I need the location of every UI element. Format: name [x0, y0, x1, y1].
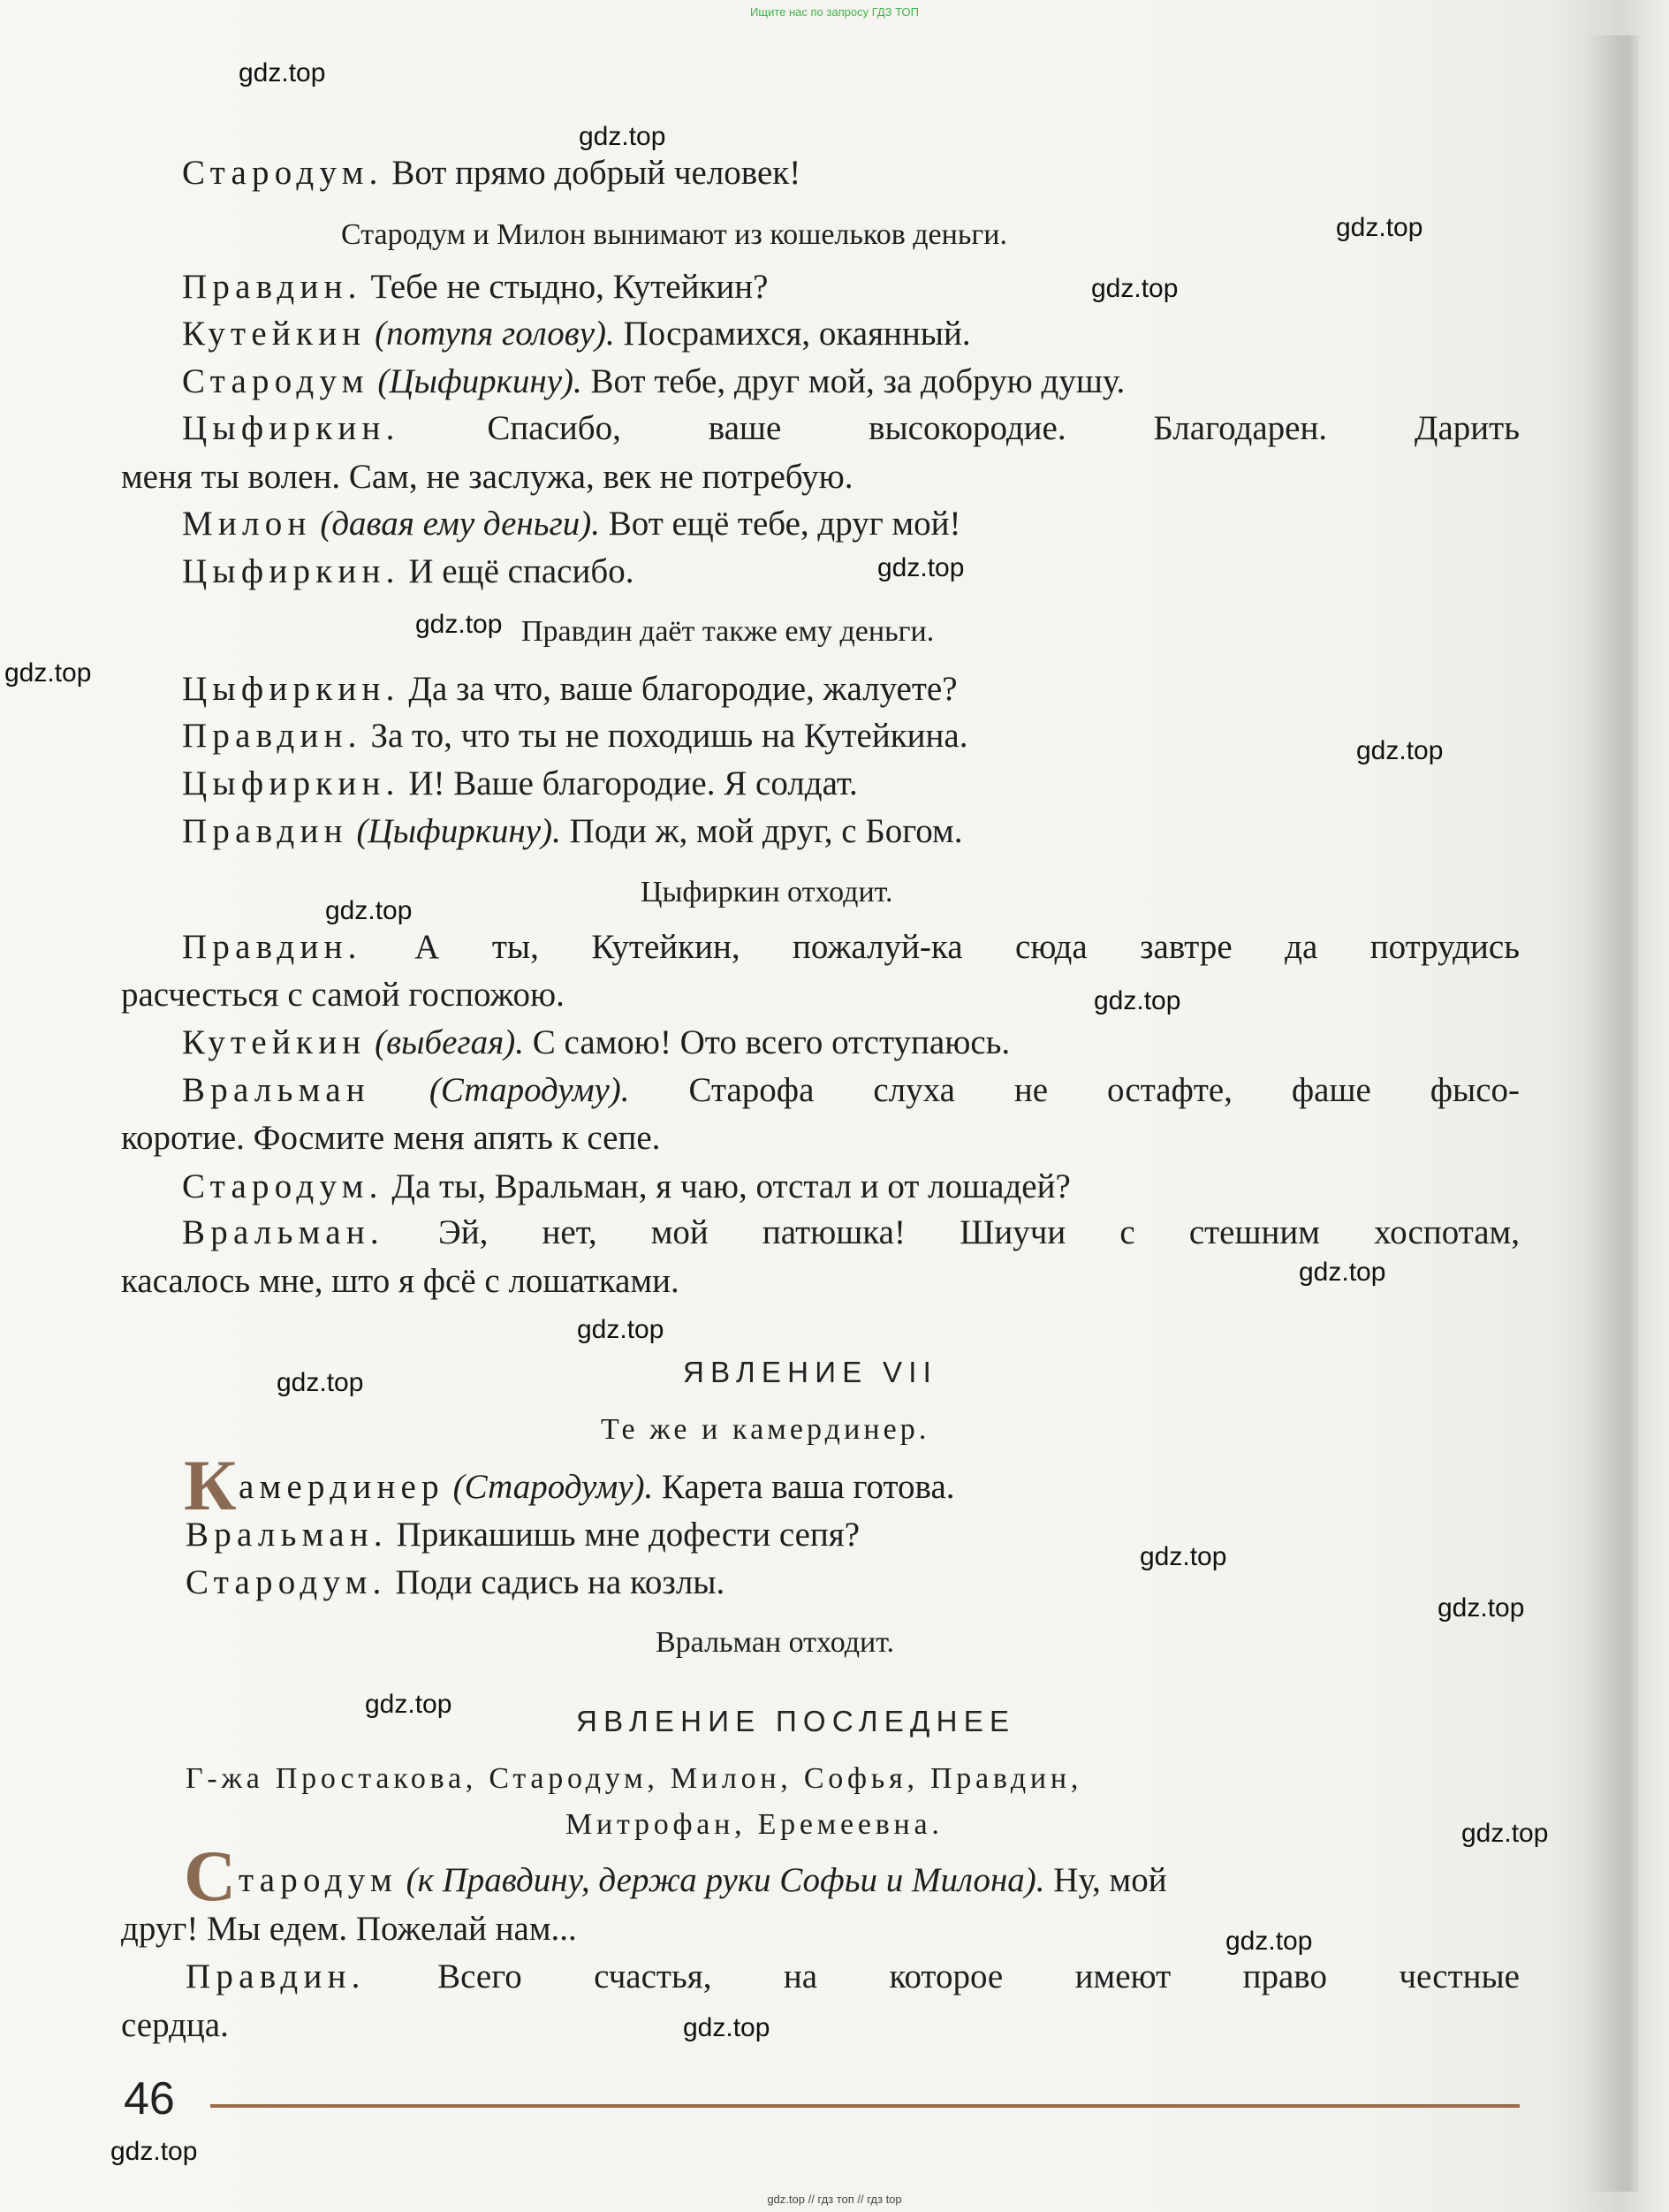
scene-heading: ЯВЛЕНИЕ ПОСЛЕДНЕЕ	[576, 1705, 1016, 1737]
text-line: Цыфиркин. Спасибо, ваше высокородие. Благодарен. Дарить	[182, 409, 1520, 447]
scene-cast: Те же и камердинер.	[601, 1413, 930, 1446]
watermark: gdz.top	[325, 896, 413, 925]
bottom-note: gdz.top // гдз топ // гдз top	[767, 2193, 902, 2206]
watermark: gdz.top	[579, 122, 666, 151]
scene-heading: ЯВЛЕНИЕ VII	[683, 1356, 938, 1388]
watermark: gdz.top	[4, 658, 92, 688]
watermark: gdz.top	[1094, 986, 1181, 1015]
watermark: gdz.top	[1356, 736, 1444, 765]
footer-rule	[210, 2104, 1520, 2108]
text-line: Вральман (Стародуму). Старофа слуха не остафте, фаше фысо-	[182, 1071, 1520, 1109]
text-line: Правдин (Цыфиркину). Поди ж, мой друг, с Богом.	[182, 812, 963, 850]
scene-cast: Митрофан, Еремеевна.	[565, 1808, 944, 1841]
text-line: Стародум. Вот прямо добрый человек!	[182, 154, 801, 192]
watermark: gdz.top	[365, 1690, 452, 1719]
watermark: gdz.top	[1438, 1593, 1525, 1623]
text-line: Милон (давая ему деньги). Вот ещё тебе, друг мой!	[182, 505, 961, 543]
watermark: gdz.top	[1140, 1542, 1227, 1571]
watermark: gdz.top	[577, 1315, 664, 1344]
text-line: меня ты волен. Сам, не заслужа, век не потребую.	[121, 458, 853, 496]
watermark: gdz.top	[1336, 213, 1423, 242]
text-line: коротие. Фосмите меня апять к сепе.	[121, 1119, 661, 1157]
scene-cast: Г-жа Простакова, Стародум, Милон, Софья, Правдин,	[186, 1762, 1083, 1795]
watermark: gdz.top	[277, 1368, 364, 1397]
text-line: расчесться с самой госпожою.	[121, 976, 565, 1014]
stage-direction: Цыфиркин отходит.	[641, 876, 893, 908]
text-line: Стародум (Цыфиркину). Вот тебе, друг мой, за добрую душу.	[182, 362, 1126, 400]
text-line: амердинер (Стародуму). Карета ваша готова.	[239, 1468, 955, 1506]
watermark: gdz.top	[110, 2137, 198, 2166]
top-note: Ищите нас по запросу ГДЗ ТОП	[750, 5, 919, 19]
text-line: Стародум. Да ты, Вральман, я чаю, отстал и от лошадей?	[182, 1167, 1071, 1205]
text-line: Вральман. Эй, нет, мой патюшка! Шиучи с стешним хоспотам,	[182, 1213, 1520, 1251]
text-line: Цыфиркин. И! Ваше благородие. Я солдат.	[182, 764, 858, 802]
text-line: Правдин. Всего счастья, на которое имеют право честные	[186, 1957, 1520, 1995]
watermark: gdz.top	[877, 553, 965, 582]
page-edge-shadow	[1586, 35, 1639, 2192]
text-line: сердца.	[121, 2006, 229, 2044]
text-line: Кутейкин (выбегая). С самою! Ото всего отступаюсь.	[182, 1023, 1011, 1061]
drop-cap: К	[184, 1445, 237, 1525]
text-line: друг! Мы едем. Пожелай нам...	[121, 1910, 577, 1948]
watermark: gdz.top	[1461, 1819, 1549, 1848]
text-line: Цыфиркин. Да за что, ваше благородие, жалуете?	[182, 670, 958, 708]
watermark: gdz.top	[1225, 1927, 1313, 1956]
text-line: Вральман. Прикашишь мне дофести сепя?	[186, 1516, 861, 1554]
drop-cap: С	[184, 1836, 237, 1916]
stage-direction: Вральман отходит.	[656, 1626, 895, 1659]
text-line: Правдин. За то, что ты не походишь на Кутейкина.	[182, 717, 968, 755]
text-line: Цыфиркин. И ещё спасибо.	[182, 552, 634, 590]
text-line: Правдин. Тебе не стыдно, Кутейкин?	[182, 268, 769, 306]
text-line: Правдин. А ты, Кутейкин, пожалуй-ка сюда завтре да потрудись	[182, 928, 1520, 966]
text-line: Стародум. Поди садись на козлы.	[186, 1563, 725, 1601]
watermark: gdz.top	[239, 58, 326, 87]
page-number: 46	[124, 2073, 175, 2125]
watermark: gdz.top	[683, 2013, 770, 2042]
stage-direction: Стародум и Милон вынимают из кошельков деньги.	[341, 218, 1007, 251]
stage-direction: Правдин даёт также ему деньги.	[521, 615, 935, 648]
watermark: gdz.top	[415, 610, 503, 639]
text-line: Кутейкин (потупя голову). Посрамихся, окаянный.	[182, 315, 971, 353]
watermark: gdz.top	[1299, 1258, 1386, 1287]
text-line: тародум (к Правдину, держа руки Софьи и Милона). Ну, мой	[239, 1861, 1167, 1899]
watermark: gdz.top	[1091, 274, 1179, 303]
text-line: касалось мне, што я фсё с лошатками.	[121, 1262, 679, 1300]
